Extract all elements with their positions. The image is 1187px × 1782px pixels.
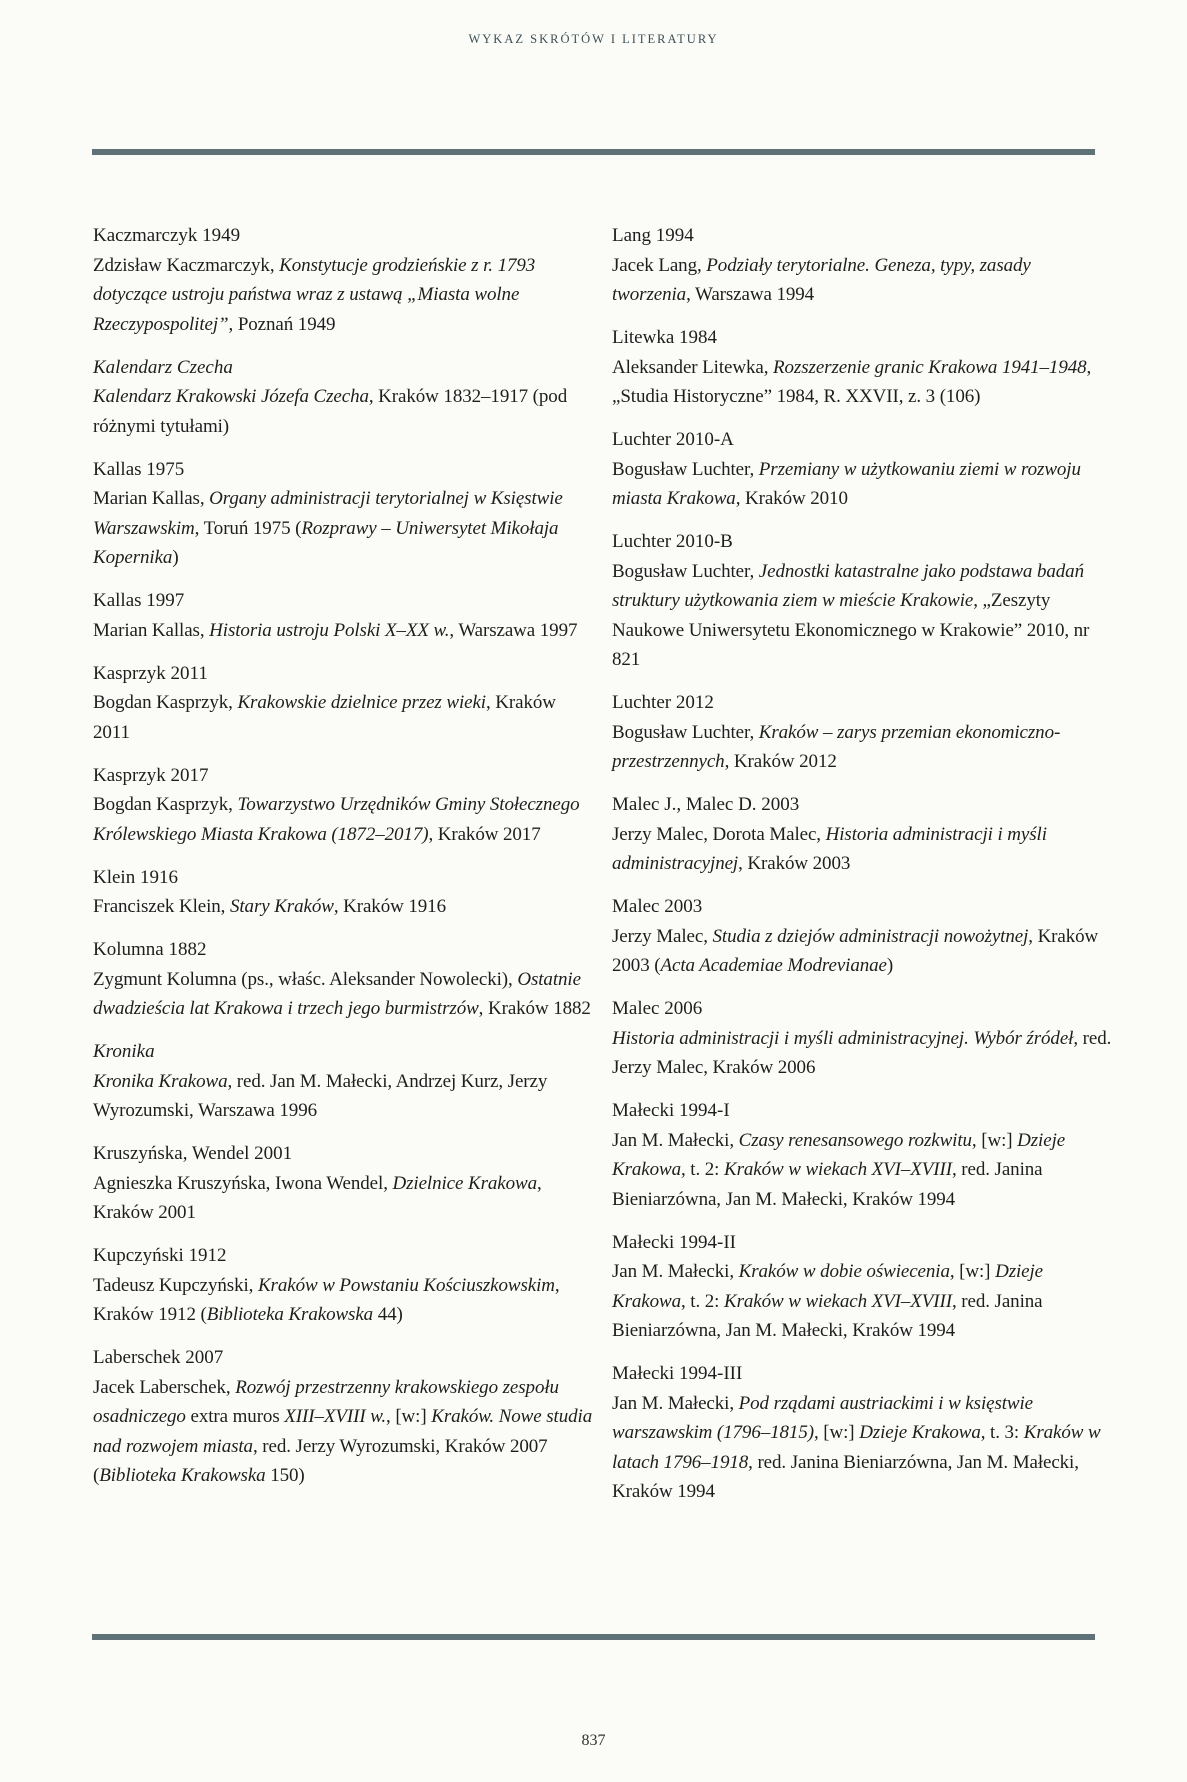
citation-text: Bogusław Luchter, xyxy=(612,721,759,743)
entry-citation xyxy=(93,1373,593,1491)
entry-citation xyxy=(93,484,593,573)
citation-text: , Warszawa 1994 xyxy=(686,284,815,305)
citation-text: Tadeusz Kupczyński, xyxy=(93,1274,258,1296)
citation-text: , Kraków 2011 xyxy=(93,692,556,743)
right-column xyxy=(612,221,1112,1520)
entry-citation xyxy=(612,922,1112,981)
citation-text: , t. 2: xyxy=(680,1159,724,1180)
citation-text: Jan M. Małecki, xyxy=(612,1392,739,1414)
citation-title: Ostatnie dwadzieścia lat Krakowa i trzech jego burmistrzów xyxy=(93,968,581,1019)
citation-text: , Kraków 1916 xyxy=(333,896,446,917)
entry-abbreviation: Kruszyńska, Wendel 2001 xyxy=(93,1143,293,1164)
bibliography-entry xyxy=(93,1037,593,1126)
entry-abbreviation: Małecki 1994-III xyxy=(612,1363,743,1384)
citation-title: Kraków w latach 1796–1918 xyxy=(612,1422,1101,1473)
citation-text: Bogusław Luchter, xyxy=(612,560,759,582)
entry-abbreviation: Luchter 2010-A xyxy=(612,429,734,450)
citation-title: Historia administracji i myśli administracyjnej xyxy=(612,823,1047,874)
citation-title: Towarzystwo Urzędników Gminy Stołecznego Królewskiego Miasta Krakowa (1872–2017) xyxy=(93,794,580,845)
citation-title: Historia administracji i myśli administracyjnej. Wybór źródeł xyxy=(612,1027,1074,1049)
page-number: 837 xyxy=(581,1732,606,1749)
entry-abbreviation: Laberschek 2007 xyxy=(93,1347,224,1368)
citation-text: ) xyxy=(886,955,894,976)
citation-title: Acta Academiae Modrevianae xyxy=(660,955,887,976)
citation-title: Studia z dziejów administracji nowożytnej xyxy=(712,925,1029,947)
citation-text: Bogusław Luchter, xyxy=(612,458,759,480)
citation-text: , red. Janina Bieniarzówna, Jan M. Małecki, Kraków 1994 xyxy=(612,1290,1043,1341)
bottom-rule xyxy=(92,1634,1095,1640)
entry-abbreviation: Lang 1994 xyxy=(612,225,694,246)
citation-text: , Kraków 1912 ( xyxy=(93,1274,560,1325)
citation-text: Zygmunt Kolumna (ps., właśc. Aleksander Nowolecki), xyxy=(93,968,518,990)
bibliography-entry xyxy=(93,659,593,748)
citation-title: Organy administracji terytorialnej w Księstwie Warszawskim xyxy=(93,488,563,539)
bibliography-entry xyxy=(93,221,593,339)
citation-text: 150) xyxy=(265,1465,305,1486)
citation-text: , Poznań 1949 xyxy=(228,313,336,335)
citation-title: Kraków w Powstaniu Kościuszkowskim xyxy=(257,1274,555,1296)
entry-citation xyxy=(612,718,1112,777)
citation-title: Rozwój przestrzenny krakowskiego zespołu osadniczego xyxy=(93,1376,559,1427)
citation-title: Kronika Krakowa xyxy=(93,1070,228,1092)
entry-abbreviation: Klein 1916 xyxy=(93,866,178,888)
entry-abbreviation: Luchter 2010-B xyxy=(612,531,733,552)
citation-text: Marian Kallas, xyxy=(93,488,210,509)
citation-text: , Kraków 2003 ( xyxy=(612,925,1099,976)
citation-text: , Warszawa 1997 xyxy=(449,619,578,641)
entry-abbreviation: Kronika xyxy=(93,1041,155,1062)
entry-citation xyxy=(612,251,1112,310)
citation-text: Agnieszka Kruszyńska, Iwona Wendel, xyxy=(93,1172,393,1194)
citation-title: Stary Kraków xyxy=(229,896,334,917)
running-head: WYKAZ SKRÓTÓW I LITERATURY xyxy=(468,32,719,46)
citation-text: Bogdan Kasprzyk, xyxy=(93,692,238,713)
citation-text: , Kraków 1832–1917 (pod różnymi tytułami) xyxy=(93,386,568,437)
citation-title: Przemiany w użytkowaniu ziemi w rozwoju miasta Krakowa xyxy=(612,458,1081,509)
citation-text: , red. Jan M. Małecki, Andrzej Kurz, Jerzy Wyrozumski, Warszawa 1996 xyxy=(93,1070,548,1121)
citation-text: , „Zeszyty Naukowe Uniwersytetu Ekonomicznego w Krakowie” 2010, nr 821 xyxy=(612,590,1090,670)
citation-text: , t. 3: xyxy=(980,1422,1024,1443)
bibliography-entry xyxy=(612,1096,1112,1214)
citation-text: Aleksander Litewka, xyxy=(612,356,774,378)
bibliography-entry xyxy=(612,425,1112,514)
entry-citation xyxy=(93,616,593,646)
citation-title: Biblioteka Krakowska xyxy=(206,1304,374,1325)
entry-citation xyxy=(612,1024,1112,1083)
entry-citation xyxy=(612,820,1112,879)
entry-citation xyxy=(612,1126,1112,1215)
citation-text: , [w:] xyxy=(949,1261,996,1282)
citation-title: Krakowskie dzielnice przez wieki xyxy=(237,692,486,713)
citation-text: extra muros xyxy=(185,1406,285,1427)
citation-text: , Kraków 2012 xyxy=(724,751,837,772)
left-column xyxy=(93,221,593,1504)
citation-text: , Kraków 1882 xyxy=(478,998,591,1019)
citation-title: Pod rządami austriackimi i w księstwie warszawskim (1796–1815) xyxy=(612,1392,1034,1443)
entry-abbreviation: Kallas 1997 xyxy=(93,590,185,611)
citation-title: Podziały terytorialne. Geneza, typy, zasady tworzenia xyxy=(612,254,1031,305)
citation-title: Dzielnice Krakowa xyxy=(392,1172,537,1194)
bibliography-entry xyxy=(612,892,1112,981)
citation-text: Jacek Lang, xyxy=(612,254,707,276)
entry-citation xyxy=(612,1389,1112,1507)
citation-title: Kraków w wiekach XVI–XVIII xyxy=(724,1290,952,1312)
citation-text: , [w:] xyxy=(386,1406,432,1427)
entry-citation xyxy=(93,251,593,340)
bibliography-entry xyxy=(612,221,1112,310)
citation-text: Jan M. Małecki, xyxy=(612,1129,739,1151)
entry-abbreviation: Kalendarz Czecha xyxy=(93,356,233,378)
entry-abbreviation: Małecki 1994-II xyxy=(612,1231,736,1253)
citation-text: 44) xyxy=(373,1304,403,1325)
entry-citation xyxy=(93,688,593,747)
bibliography-entry xyxy=(93,935,593,1024)
entry-citation xyxy=(93,1169,593,1228)
entry-citation xyxy=(93,892,593,922)
bibliography-entry xyxy=(93,353,593,442)
bibliography-entry xyxy=(93,1241,593,1330)
citation-title: Kraków w dobie oświecenia xyxy=(738,1261,950,1282)
citation-text: Jacek Laberschek, xyxy=(93,1376,236,1398)
citation-text: , [w:] xyxy=(813,1422,860,1443)
bibliography-entry xyxy=(612,994,1112,1083)
entry-citation xyxy=(93,1271,593,1330)
citation-text: , t. 2: xyxy=(680,1290,724,1312)
entry-abbreviation: Luchter 2012 xyxy=(612,692,714,713)
citation-text: , red. Jerzy Malec, Kraków 2006 xyxy=(612,1027,1112,1078)
citation-text: , Kraków 2010 xyxy=(735,488,848,509)
bibliography-entry xyxy=(612,527,1112,675)
entry-citation xyxy=(93,382,593,441)
citation-title: Biblioteka Krakowska xyxy=(99,1465,266,1486)
citation-text: , Kraków 2001 xyxy=(93,1172,542,1223)
citation-text: , Kraków 2017 xyxy=(428,823,541,845)
bibliography-entry xyxy=(612,1228,1112,1346)
entry-abbreviation: Kolumna 1882 xyxy=(93,939,207,960)
entry-abbreviation: Kaczmarczyk 1949 xyxy=(93,225,241,246)
bibliography-entry xyxy=(93,1139,593,1228)
citation-text: Bogdan Kasprzyk, xyxy=(93,794,238,815)
entry-citation xyxy=(93,790,593,849)
entry-citation xyxy=(612,455,1112,514)
citation-text: , red. Jerzy Wyrozumski, Kraków 2007 ( xyxy=(93,1435,548,1486)
bibliography-entry xyxy=(612,790,1112,879)
citation-title: Rozprawy – Uniwersytet Mikołaja Kopernika xyxy=(93,517,559,568)
bibliography-entry xyxy=(93,761,593,850)
entry-citation xyxy=(93,965,593,1024)
citation-title: Dzieje Krakowa xyxy=(612,1129,1066,1180)
entry-abbreviation: Litewka 1984 xyxy=(612,327,718,348)
citation-text: , red. Janina Bieniarzówna, Jan M. Małecki, Kraków 1994 xyxy=(612,1451,1079,1502)
citation-text: Jan M. Małecki, xyxy=(612,1261,739,1282)
entry-abbreviation: Kasprzyk 2011 xyxy=(93,662,208,684)
citation-text: , [w:] xyxy=(971,1129,1018,1151)
bibliography-entry xyxy=(93,586,593,645)
citation-title: Rozszerzenie granic Krakowa 1941–1948 xyxy=(773,356,1087,378)
citation-text: Marian Kallas, xyxy=(93,619,210,641)
entry-abbreviation: Kallas 1975 xyxy=(93,458,185,480)
bibliography-entry xyxy=(612,1359,1112,1507)
entry-abbreviation: Kupczyński 1912 xyxy=(93,1245,227,1266)
entry-abbreviation: Malec J., Malec D. 2003 xyxy=(612,794,800,815)
citation-title: Czasy renesansowego rozkwitu xyxy=(738,1129,972,1151)
citation-title: Kraków. Nowe studia nad rozwojem miasta xyxy=(93,1406,593,1457)
citation-title: Jednostki katastralne jako podstawa badań struktury użytkowania ziem w mieście Krakowie xyxy=(612,560,1084,611)
citation-text: Zdzisław Kaczmarczyk, xyxy=(93,254,280,276)
top-rule xyxy=(92,149,1095,155)
entry-citation xyxy=(612,1257,1112,1346)
citation-text: , „Studia Historyczne” 1984, R. XXVII, z. 3 (106) xyxy=(612,356,1092,407)
citation-title: Kraków w wiekach XVI–XVIII xyxy=(724,1159,952,1180)
citation-title: Kraków – zarys przemian ekonomiczno-przestrzennych xyxy=(612,721,1061,772)
citation-text: Jerzy Malec, xyxy=(612,925,713,947)
citation-text: Jerzy Malec, Dorota Malec, xyxy=(612,823,826,845)
citation-title: Dzieje Krakowa xyxy=(612,1261,1044,1312)
entry-citation xyxy=(612,353,1112,412)
entry-citation xyxy=(612,557,1112,675)
citation-title: XIII–XVIII w. xyxy=(284,1406,387,1427)
citation-text: , red. Janina Bieniarzówna, Jan M. Małecki, Kraków 1994 xyxy=(612,1159,1043,1210)
bibliography-entry xyxy=(93,1343,593,1491)
entry-abbreviation: Kasprzyk 2017 xyxy=(93,764,209,786)
entry-citation xyxy=(93,1067,593,1126)
entry-abbreviation: Malec 2006 xyxy=(612,998,703,1019)
entry-abbreviation: Malec 2003 xyxy=(612,896,703,917)
bibliography-entry xyxy=(612,688,1112,777)
citation-text: Franciszek Klein, xyxy=(93,896,230,917)
entry-abbreviation: Małecki 1994-I xyxy=(612,1100,730,1121)
citation-title: Konstytucje grodzieńskie z r. 1793 dotyczące ustroju państwa wraz z ustawą „Miasta wolne Rzeczypospolitej” xyxy=(93,254,536,335)
citation-text: ) xyxy=(172,547,179,568)
citation-title: Kalendarz Krakowski Józefa Czecha xyxy=(93,386,369,407)
bibliography-entry xyxy=(612,323,1112,412)
citation-title: Dzieje Krakowa xyxy=(859,1422,981,1443)
citation-text: , Kraków 2003 xyxy=(738,853,851,874)
bibliography-entry xyxy=(93,863,593,922)
citation-title: Historia ustroju Polski X–XX w. xyxy=(209,619,450,641)
bibliography-entry xyxy=(93,455,593,573)
citation-text: , Toruń 1975 ( xyxy=(194,517,302,539)
